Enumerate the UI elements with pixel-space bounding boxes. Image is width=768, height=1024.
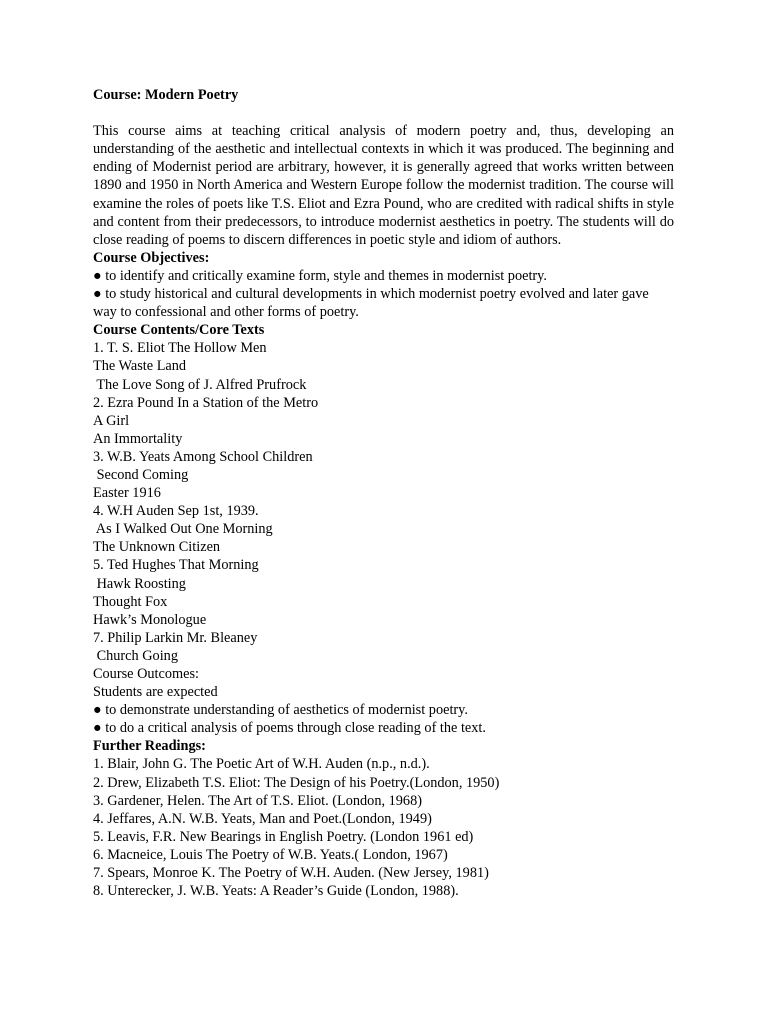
core-text-line: The Love Song of J. Alfred Prufrock <box>93 376 307 393</box>
readings-heading: Further Readings: <box>93 738 206 755</box>
core-text-line: 4. W.H Auden Sep 1st, 1939. <box>93 503 259 520</box>
objective-item: ● to identify and critically examine form, style and themes in modernist poetry. <box>93 267 547 284</box>
document-page <box>93 86 674 900</box>
reading-item: 1. Blair, John G. The Poetic Art of W.H. Auden (n.p., n.d.). <box>93 756 430 773</box>
reading-item: 7. Spears, Monroe K. The Poetry of W.H. Auden. (New Jersey, 1981) <box>93 865 489 882</box>
reading-item: 8. Unterecker, J. W.B. Yeats: A Reader’s Guide (London, 1988). <box>93 883 459 900</box>
outcomes-heading: Course Outcomes: <box>93 666 200 682</box>
core-text-line: Thought Fox <box>93 593 168 610</box>
core-text-line: 2. Ezra Pound In a Station of the Metro <box>93 394 319 411</box>
objectives-heading: Course Objectives: <box>93 249 210 266</box>
reading-item: 3. Gardener, Helen. The Art of T.S. Eliot. (London, 1968) <box>93 792 422 809</box>
core-text-line: 7. Philip Larkin Mr. Bleaney <box>93 629 258 646</box>
spacer <box>93 104 674 122</box>
core-text-line: 5. Ted Hughes That Morning <box>93 557 259 574</box>
core-text-line: Church Going <box>93 647 178 664</box>
outcome-item: ● to do a critical analysis of poems through close reading of the text. <box>93 720 486 737</box>
core-text-line: A Girl <box>93 412 130 429</box>
objective-item: ● to study historical and cultural developments in which modernist poetry evolved and later gave way to confessional and other forms of poetry. <box>93 286 649 321</box>
core-text-line: An Immortality <box>93 430 183 447</box>
core-text-line: Hawk’s Monologue <box>93 611 207 628</box>
outcome-item: ● to demonstrate understanding of aesthetics of modernist poetry. <box>93 702 468 719</box>
core-text-line: As I Walked Out One Morning <box>93 521 273 538</box>
core-text-line: 1. T. S. Eliot The Hollow Men <box>93 340 267 357</box>
course-description: This course aims at teaching critical analysis of modern poetry and, thus, developing an understanding of the aesthetic and intellectual contexts in which it was produced. The beginning and ending of Modernist period are arbitrary, however, it is generally agreed that works written between 1890 and 1950 in North America and Western Europe follow the modernist tradition. The course will examine the roles of poets like T.S. Eliot and Ezra Pound, who are credited with radical shifts in style and content from their predecessors, to introduce modernist aesthetics in poetry. The students will do close reading of poems to discern differences in poetic style and idiom of authors. <box>93 123 674 248</box>
core-text-line: Easter 1916 <box>93 485 161 502</box>
core-text-line: Hawk Roosting <box>93 575 186 592</box>
core-text-line: 3. W.B. Yeats Among School Children <box>93 448 313 465</box>
reading-item: 5. Leavis, F.R. New Bearings in English Poetry. (London 1961 ed) <box>93 828 474 845</box>
reading-item: 4. Jeffares, A.N. W.B. Yeats, Man and Poet.(London, 1949) <box>93 810 432 827</box>
reading-item: 2. Drew, Elizabeth T.S. Eliot: The Design of his Poetry.(London, 1950) <box>93 774 500 791</box>
contents-heading: Course Contents/Core Texts <box>93 322 265 339</box>
outcomes-intro: Students are expected <box>93 684 218 701</box>
course-title: Course: Modern Poetry <box>93 87 239 103</box>
core-text-line: Second Coming <box>93 466 189 483</box>
core-text-line: The Waste Land <box>93 358 187 375</box>
core-text-line: The Unknown Citizen <box>93 539 221 556</box>
reading-item: 6. Macneice, Louis The Poetry of W.B. Yeats.( London, 1967) <box>93 846 448 863</box>
